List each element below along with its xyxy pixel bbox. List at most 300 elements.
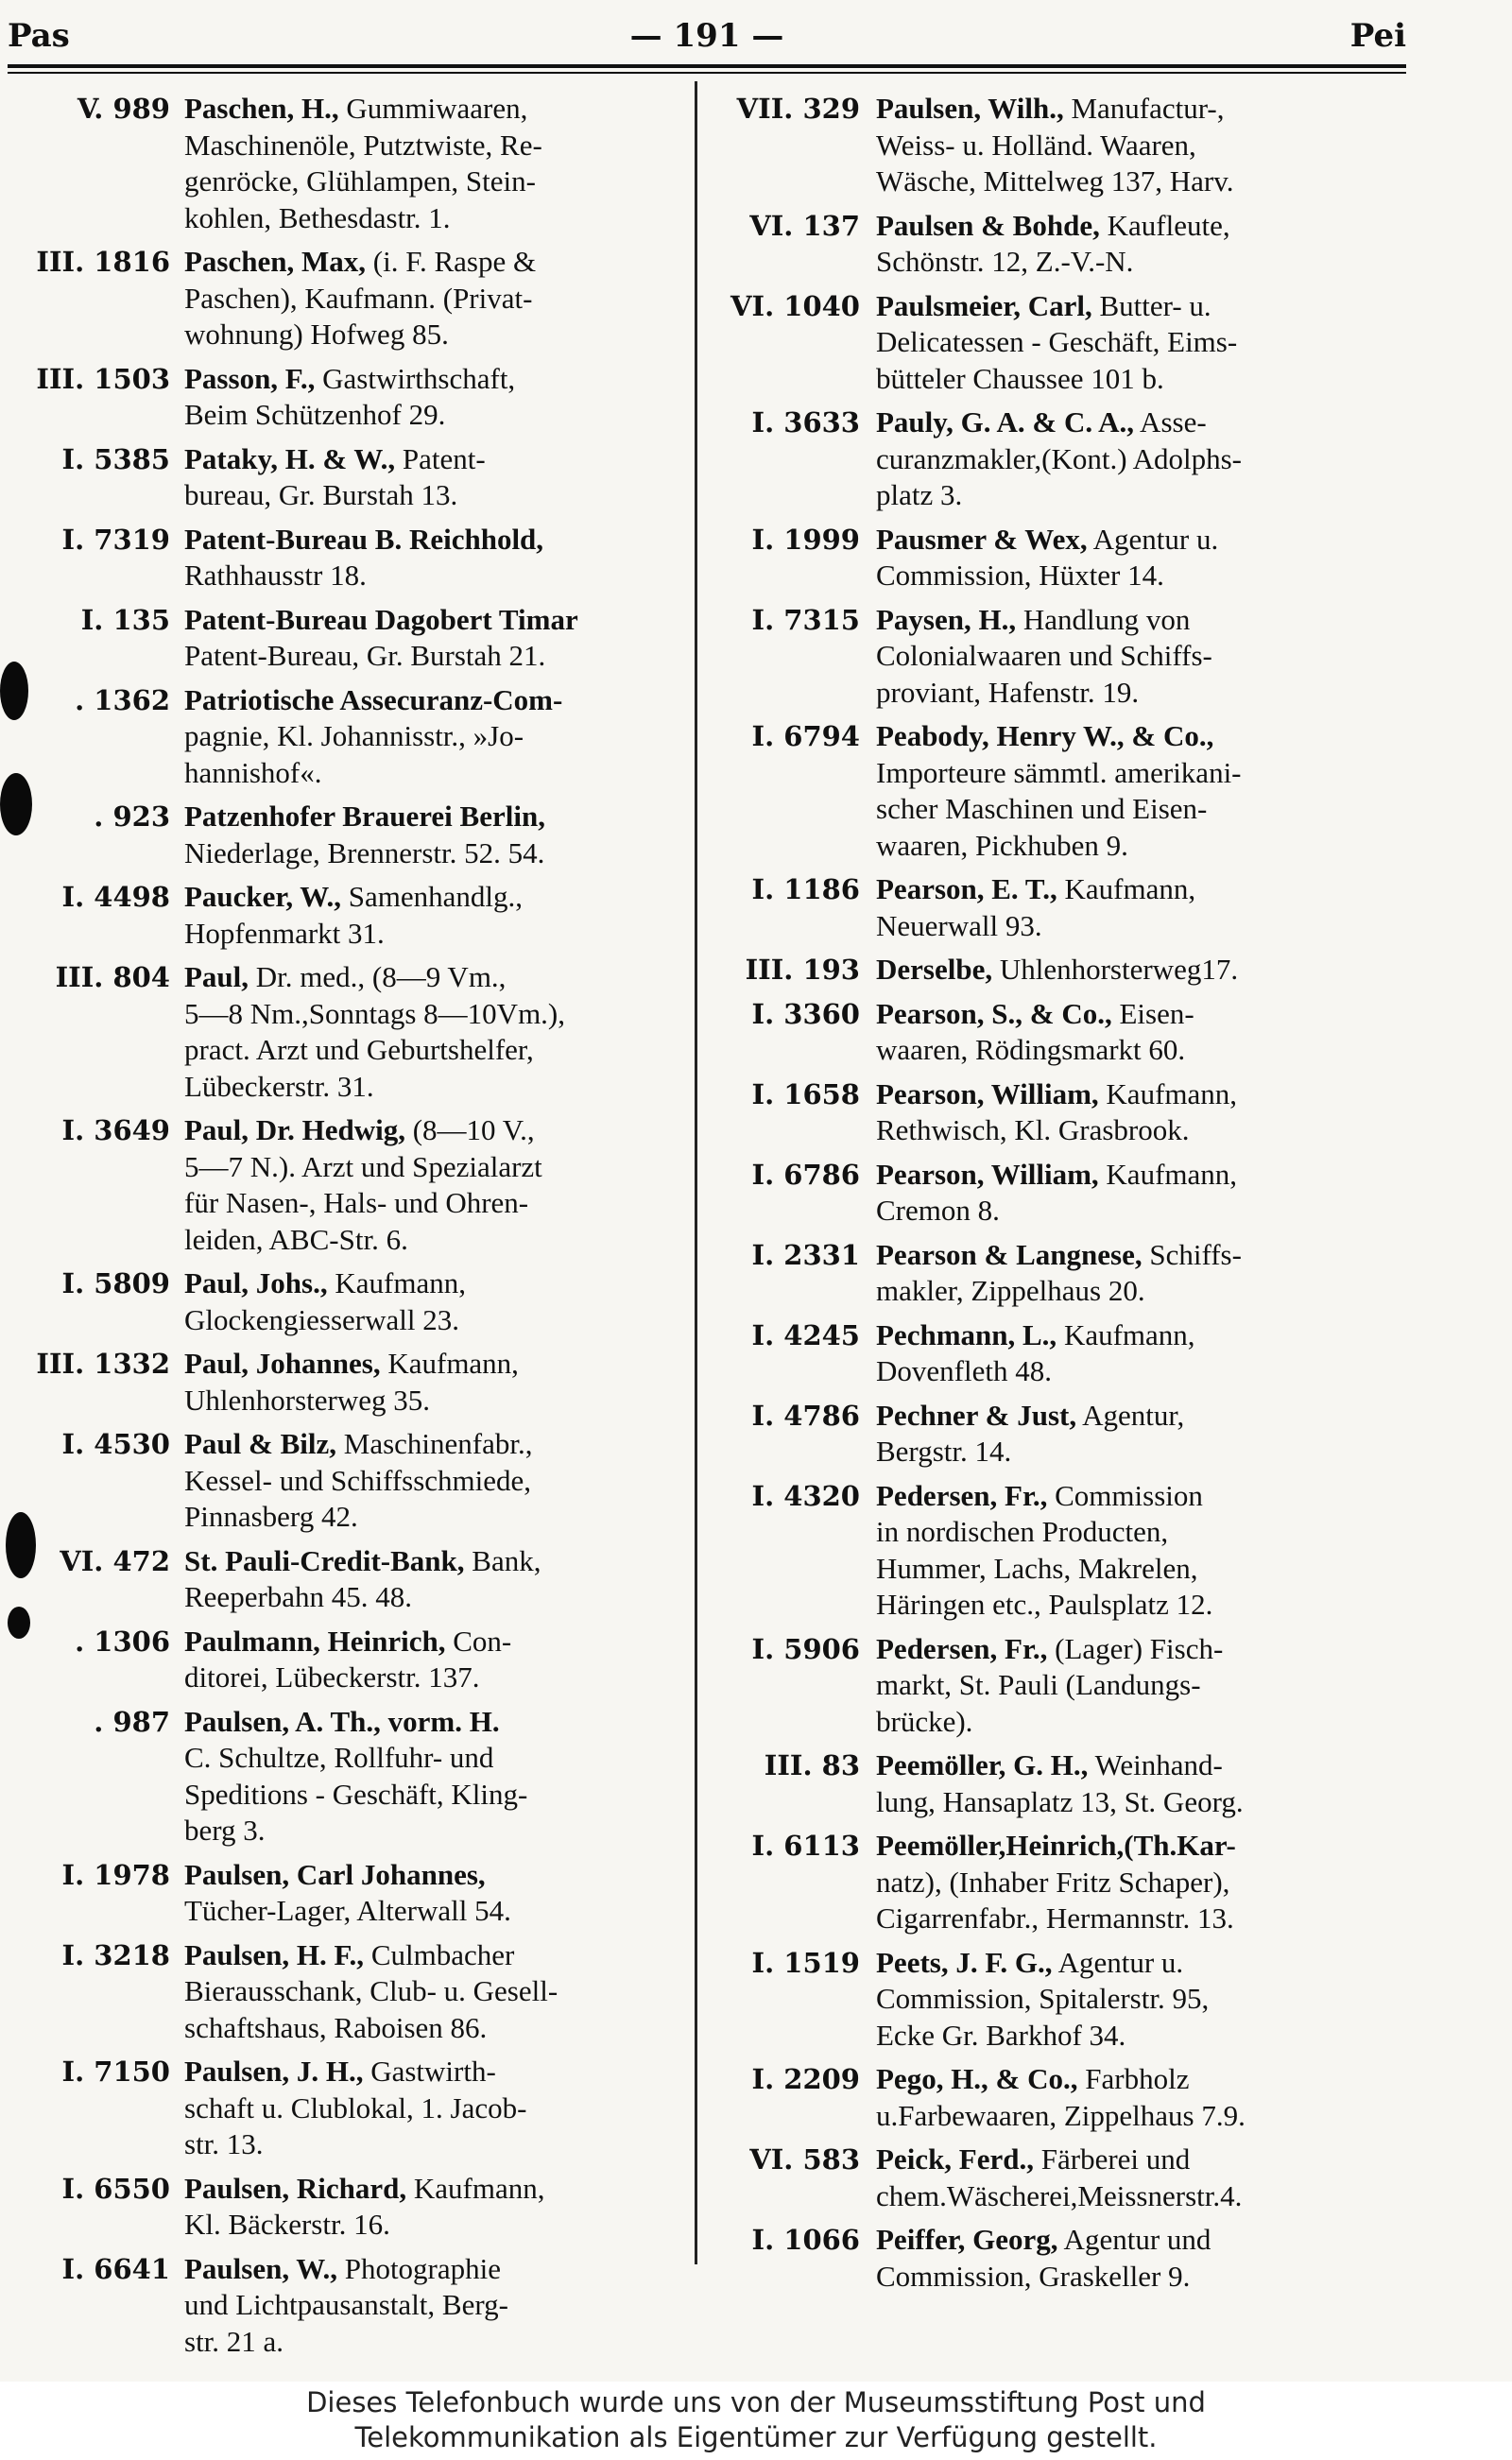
- entry-detail: schaftshaus, Raboisen 86.: [184, 2010, 488, 2044]
- entry-detail: markt, St. Pauli (Landungs-: [876, 1668, 1201, 1701]
- subscriber-name: Pauly, G. A. & C. A.,: [876, 405, 1135, 439]
- subscriber-name: Patzenhofer Brauerei Berlin,: [184, 800, 545, 833]
- directory-entry: [11, 682, 690, 792]
- entry-detail: str. 21 a.: [184, 2324, 284, 2358]
- directory-entry: [711, 952, 1405, 989]
- entry-text: [184, 1937, 690, 2047]
- phone-number: I. 1519: [751, 1946, 860, 1979]
- entry-text: [184, 1704, 690, 1849]
- subscriber-name: Pearson, William,: [876, 1076, 1099, 1110]
- entry-detail: in nordischen Producten,: [876, 1515, 1169, 1548]
- entry-text: [184, 682, 690, 792]
- footer-line-2: Telekommunikation als Eigentümer zur Verfügung gestellt.: [354, 2421, 1158, 2453]
- entry-text: [876, 718, 1405, 864]
- entry-detail: ditorei, Lübeckerstr. 137.: [184, 1660, 480, 1694]
- entry-detail: Kl. Bäckerstr. 16.: [184, 2208, 390, 2241]
- subscriber-name: Paysen, H.,: [876, 602, 1017, 636]
- entry-detail: Niederlage, Brennerstr. 52. 54.: [184, 835, 545, 869]
- entry-detail: Uhlenhorsterweg 35.: [184, 1383, 430, 1417]
- entry-detail: Uhlenhorsterweg17.: [992, 953, 1239, 986]
- header-rule: [8, 64, 1406, 68]
- phone-number: I. 6113: [751, 1830, 860, 1862]
- directory-entry: [11, 244, 690, 353]
- entry-text: [184, 1543, 690, 1616]
- entry-detail: pagnie, Kl. Johannisstr., »Jo-: [184, 719, 524, 752]
- subscriber-name: Paulmann, Heinrich,: [184, 1624, 446, 1658]
- entry-detail: Gastwirthschaft,: [315, 361, 516, 395]
- entry-detail: Schönstr. 12, Z.-V.-N.: [876, 245, 1134, 278]
- entry-detail: Cigarrenfabr., Hermannstr. 13.: [876, 1901, 1234, 1935]
- left-column: [11, 91, 690, 2367]
- directory-entry: [711, 1945, 1405, 2055]
- entry-detail: waaren, Pickhuben 9.: [876, 828, 1128, 862]
- entry-text: [876, 1237, 1405, 1310]
- subscriber-name: Peiffer, Georg,: [876, 2223, 1058, 2256]
- entry-detail: Pinnasberg 42.: [184, 1500, 358, 1533]
- directory-entry: [711, 404, 1405, 514]
- directory-entry: [711, 522, 1405, 594]
- entry-detail: für Nasen-, Hals- und Ohren-: [184, 1186, 529, 1219]
- subscriber-name: Pedersen, Fr.,: [876, 1478, 1048, 1512]
- subscriber-name: Pechner & Just,: [876, 1398, 1077, 1432]
- subscriber-name: Paschen, Max,: [184, 245, 367, 278]
- entry-detail: makler, Zippelhaus 20.: [876, 1274, 1145, 1307]
- directory-entry: [11, 1543, 690, 1616]
- directory-entry: [711, 1631, 1405, 1741]
- entry-detail: proviant, Hafenstr. 19.: [876, 675, 1140, 709]
- phone-number: I. 4498: [61, 881, 170, 913]
- entry-detail: curanzmakler,(Kont.) Adolphs-: [876, 441, 1243, 475]
- phone-number: I. 6641: [61, 2252, 170, 2285]
- entry-text: [184, 244, 690, 353]
- subscriber-name: Paschen, H.,: [184, 92, 339, 125]
- entry-text: [876, 996, 1405, 1069]
- subscriber-name: Pearson, E. T.,: [876, 872, 1057, 905]
- entry-detail: Glockengiesserwall 23.: [184, 1302, 459, 1336]
- entry-detail: C. Schultze, Rollfuhr- und: [184, 1741, 494, 1774]
- entry-text: [184, 441, 690, 514]
- entry-detail: Handlung von: [1016, 602, 1191, 636]
- subscriber-name: Paulsmeier, Carl,: [876, 288, 1092, 322]
- directory-entry: [711, 1398, 1405, 1471]
- entry-text: [184, 1857, 690, 1930]
- entry-detail: u.Farbewaaren, Zippelhaus 7.9.: [876, 2098, 1246, 2132]
- subscriber-name: Patent-Bureau Dagobert Timar: [184, 602, 578, 636]
- entry-text: [876, 1478, 1405, 1624]
- phone-number: . 1362: [75, 683, 170, 716]
- entry-detail: Butter- u.: [1091, 288, 1211, 322]
- phone-number: I. 2209: [751, 2063, 860, 2095]
- punch-hole-mark: [8, 1607, 30, 1639]
- directory-entry: [711, 1237, 1405, 1310]
- entry-detail: chem.Wäscherei,Meissnerstr.4.: [876, 2178, 1243, 2212]
- phone-number: I. 7315: [751, 603, 860, 636]
- entry-text: [876, 522, 1405, 594]
- phone-number: I. 4320: [751, 1479, 860, 1512]
- entry-text: [876, 208, 1405, 281]
- entry-text: [184, 522, 690, 594]
- subscriber-name: Paul, Dr. Hedwig,: [184, 1113, 405, 1146]
- entry-text: [876, 602, 1405, 712]
- subscriber-name: Paulsen, H. F.,: [184, 1937, 365, 1971]
- phone-number: III. 1332: [36, 1348, 170, 1380]
- entry-detail: Patent-: [395, 441, 486, 475]
- entry-detail: Wäsche, Mittelweg 137, Harv.: [876, 164, 1234, 198]
- phone-number: III. 804: [55, 961, 170, 993]
- subscriber-name: Paulsen, Carl Johannes,: [184, 1857, 486, 1891]
- directory-entry: [711, 288, 1405, 398]
- footer-line-1: Dieses Telefonbuch wurde uns von der Museumsstiftung Post und: [306, 2386, 1206, 2418]
- phone-number: I. 3360: [751, 997, 860, 1030]
- phone-number: VII. 329: [736, 93, 860, 125]
- directory-entry: [711, 1076, 1405, 1149]
- entry-detail: Lübeckerstr. 31.: [184, 1069, 374, 1103]
- directory-entry: [11, 1624, 690, 1696]
- directory-entry: [11, 1265, 690, 1338]
- directory-entry: [11, 441, 690, 514]
- subscriber-name: Derselbe,: [876, 953, 993, 986]
- subscriber-name: Peets, J. F. G.,: [876, 1945, 1053, 1979]
- subscriber-name: Paul, Johannes,: [184, 1347, 381, 1380]
- phone-number: VI. 472: [60, 1544, 170, 1577]
- directory-entry: [711, 871, 1405, 944]
- entry-text: [184, 2171, 690, 2244]
- header-right-keyword: Pei: [1349, 17, 1406, 55]
- phone-number: III. 1503: [36, 362, 170, 395]
- entry-detail: genröcke, Glühlampen, Stein-: [184, 164, 536, 198]
- entry-detail: Farbholz: [1077, 2062, 1190, 2095]
- subscriber-name: Pearson & Langnese,: [876, 1237, 1143, 1271]
- entry-text: [876, 1945, 1405, 2055]
- entry-detail: Rathhausstr 18.: [184, 559, 367, 592]
- directory-entry: [711, 91, 1405, 200]
- phone-number: VI. 137: [749, 209, 860, 242]
- phone-number: I. 3218: [61, 1938, 170, 1971]
- subscriber-name: Pearson, S., & Co.,: [876, 996, 1112, 1030]
- entry-detail: brücke).: [876, 1704, 973, 1738]
- entry-detail: Bierausschank, Club- u. Gesell-: [184, 1974, 558, 2007]
- directory-entry: [11, 879, 690, 952]
- entry-detail: Weiss- u. Holländ. Waaren,: [876, 128, 1196, 162]
- entry-detail: Speditions - Geschäft, Kling-: [184, 1777, 528, 1811]
- subscriber-name: Peemöller, G. H.,: [876, 1748, 1089, 1781]
- entry-detail: Cremon 8.: [876, 1194, 1000, 1227]
- entry-detail: natz), (Inhaber Fritz Schaper),: [876, 1865, 1230, 1899]
- directory-entry: [11, 799, 690, 871]
- directory-entry: [11, 522, 690, 594]
- entry-text: [876, 1631, 1405, 1741]
- entry-text: [184, 1624, 690, 1696]
- entry-detail: Häringen etc., Paulsplatz 12.: [876, 1588, 1213, 1621]
- subscriber-name: Paul,: [184, 960, 249, 993]
- subscriber-name: Paucker, W.,: [184, 880, 341, 913]
- directory-entry: [711, 602, 1405, 712]
- phone-number: I. 1066: [751, 2224, 860, 2256]
- subscriber-name: Peabody, Henry W., & Co.,: [876, 719, 1214, 752]
- entry-text: [876, 1828, 1405, 1937]
- phone-number: I. 135: [80, 603, 170, 636]
- entry-text: [876, 2222, 1405, 2295]
- phone-number: I. 6786: [751, 1158, 860, 1191]
- entry-detail: Commission, Graskeller 9.: [876, 2259, 1191, 2293]
- entry-detail: Gummiwaaren,: [338, 92, 528, 125]
- subscriber-name: Pedersen, Fr.,: [876, 1631, 1048, 1665]
- directory-entry: [711, 1478, 1405, 1624]
- entry-detail: Hopfenmarkt 31.: [184, 916, 385, 950]
- entry-detail: hannishof«.: [184, 755, 322, 789]
- entry-text: [184, 1265, 690, 1338]
- entry-detail: (i. F. Raspe &: [366, 245, 537, 278]
- phone-number: III. 83: [764, 1749, 860, 1781]
- directory-entry: [11, 1857, 690, 1930]
- phone-number: I. 7150: [61, 2056, 170, 2088]
- entry-detail: Bank,: [464, 1543, 541, 1577]
- directory-entry: [11, 2171, 690, 2244]
- subscriber-name: Pausmer & Wex,: [876, 522, 1088, 556]
- punch-hole-mark: [0, 662, 28, 720]
- entry-text: [184, 602, 690, 675]
- subscriber-name: Patriotische Assecuranz-Com-: [184, 682, 563, 716]
- entry-text: [876, 91, 1405, 200]
- phone-number: I. 3649: [61, 1114, 170, 1146]
- directory-entry: [711, 1747, 1405, 1820]
- phone-number: III. 193: [745, 954, 860, 986]
- directory-entry: [11, 2054, 690, 2163]
- entry-detail: Commission, Spitalerstr. 95,: [876, 1982, 1210, 2015]
- entry-detail: Gastwirth-: [363, 2055, 496, 2088]
- directory-entry: [711, 208, 1405, 281]
- entry-text: [184, 361, 690, 434]
- entry-detail: waaren, Rödingsmarkt 60.: [876, 1033, 1186, 1066]
- phone-number: V. 989: [77, 93, 170, 125]
- punch-hole-mark: [6, 1512, 36, 1578]
- entry-text: [876, 1157, 1405, 1230]
- entry-text: [184, 799, 690, 871]
- entry-detail: Kaufleute,: [1099, 208, 1230, 242]
- entry-detail: Agentur und: [1057, 2223, 1211, 2256]
- entry-detail: Kessel- und Schiffsschmiede,: [184, 1463, 532, 1497]
- entry-text: [876, 1747, 1405, 1820]
- phone-number: I. 2331: [751, 1238, 860, 1271]
- entry-detail: Culmbacher: [364, 1937, 515, 1971]
- phone-number: I. 7319: [61, 523, 170, 556]
- punch-hole-mark: [0, 773, 32, 835]
- phone-number: I. 4786: [751, 1399, 860, 1432]
- entry-detail: berg 3.: [184, 1814, 266, 1847]
- entry-detail: Maschinenöle, Putztwiste, Re-: [184, 128, 542, 162]
- directory-entry: [11, 1937, 690, 2047]
- directory-entry: [11, 91, 690, 236]
- entry-detail: Agentur u.: [1052, 1945, 1184, 1979]
- phone-number: I. 1658: [751, 1077, 860, 1110]
- phone-number: I. 4530: [61, 1428, 170, 1460]
- entry-detail: Tücher-Lager, Alterwall 54.: [184, 1894, 511, 1927]
- entry-text: [184, 2054, 690, 2163]
- entry-text: [876, 1076, 1405, 1149]
- column-divider: [695, 81, 697, 2264]
- entry-text: [876, 1398, 1405, 1471]
- subscriber-name: Pearson, William,: [876, 1157, 1099, 1191]
- directory-entry: [711, 718, 1405, 864]
- entry-detail: Kaufmann,: [406, 2171, 545, 2205]
- phone-number: I. 6794: [751, 720, 860, 752]
- entry-detail: str. 13.: [184, 2127, 264, 2160]
- phone-number: I. 3633: [751, 406, 860, 439]
- entry-detail: Kaufmann,: [327, 1266, 466, 1299]
- subscriber-name: Paul & Bilz,: [184, 1427, 337, 1460]
- directory-entry: [11, 602, 690, 675]
- entry-detail: Eisen-: [1111, 996, 1194, 1030]
- subscriber-name: Passon, F.,: [184, 361, 316, 395]
- entry-detail: bütteler Chaussee 101 b.: [876, 361, 1164, 395]
- phone-number: I. 5385: [61, 442, 170, 475]
- directory-entry: [711, 1317, 1405, 1390]
- subscriber-name: Paulsen, Richard,: [184, 2171, 407, 2205]
- directory-entry: [711, 2142, 1405, 2214]
- entry-text: [184, 91, 690, 236]
- directory-entry: [711, 2222, 1405, 2295]
- entry-text: [876, 288, 1405, 398]
- footer-notice: [0, 2382, 1512, 2460]
- phone-number: VI. 1040: [730, 289, 860, 322]
- right-column: [711, 91, 1405, 2302]
- phone-number: I. 5809: [61, 1267, 170, 1299]
- entry-detail: Photographie: [336, 2251, 502, 2285]
- header-rule-thin: [8, 72, 1406, 74]
- entry-detail: Importeure sämmtl. amerikani-: [876, 755, 1242, 789]
- entry-text: [184, 879, 690, 952]
- directory-entry: [11, 1426, 690, 1536]
- entry-text: [876, 952, 1405, 989]
- entry-detail: Weinhand-: [1088, 1748, 1223, 1781]
- directory-entry: [711, 1157, 1405, 1230]
- entry-detail: Färberei und: [1034, 2142, 1191, 2176]
- directory-entry: [11, 959, 690, 1105]
- entry-detail: Manufactur-,: [1063, 92, 1225, 125]
- page-header: [8, 15, 1406, 72]
- directory-entry: [11, 361, 690, 434]
- phone-number: III. 1816: [36, 246, 170, 278]
- entry-detail: Hummer, Lachs, Makrelen,: [876, 1551, 1198, 1585]
- subscriber-name: Paulsen & Bohde,: [876, 208, 1100, 242]
- subscriber-name: Pataky, H. & W.,: [184, 441, 396, 475]
- phone-number: I. 5906: [751, 1632, 860, 1665]
- entry-detail: schaft u. Clublokal, 1. Jacob-: [184, 2090, 527, 2125]
- entry-detail: 5—8 Nm.,Sonntags 8—10Vm.),: [184, 996, 565, 1030]
- entry-detail: Dovenfleth 48.: [876, 1354, 1052, 1387]
- entry-detail: leiden, ABC-Str. 6.: [184, 1222, 408, 1256]
- entry-detail: Agentur u.: [1087, 522, 1219, 556]
- entry-detail: Kaufmann,: [1098, 1157, 1238, 1191]
- directory-entry: [711, 1828, 1405, 1937]
- subscriber-name: Patent-Bureau B. Reichhold,: [184, 522, 544, 556]
- entry-text: [876, 404, 1405, 514]
- entry-detail: wohnung) Hofweg 85.: [184, 318, 449, 351]
- subscriber-name: Pechmann, L.,: [876, 1317, 1057, 1351]
- entry-text: [876, 871, 1405, 944]
- directory-entry: [711, 2061, 1405, 2134]
- entry-detail: kohlen, Bethesdastr. 1.: [184, 200, 451, 234]
- entry-detail: scher Maschinen und Eisen-: [876, 792, 1208, 825]
- entry-text: [876, 2142, 1405, 2214]
- subscriber-name: Paulsen, J. H.,: [184, 2055, 364, 2088]
- entry-text: [184, 959, 690, 1105]
- entry-detail: Maschinenfabr.,: [336, 1427, 533, 1460]
- entry-detail: platz 3.: [876, 478, 963, 511]
- directory-entry: [711, 996, 1405, 1069]
- entry-detail: Beim Schützenhof 29.: [184, 398, 446, 431]
- entry-detail: Bergstr. 14.: [876, 1435, 1012, 1468]
- entry-detail: Agentur,: [1076, 1398, 1185, 1432]
- entry-detail: Asse-: [1134, 405, 1207, 439]
- phone-number: . 923: [94, 800, 170, 833]
- entry-detail: Reeperbahn 45. 48.: [184, 1580, 413, 1613]
- entry-detail: lung, Hansaplatz 13, St. Georg.: [876, 1784, 1244, 1818]
- subscriber-name: Pego, H., & Co.,: [876, 2062, 1078, 2095]
- entry-detail: Kaufmann,: [1098, 1076, 1238, 1110]
- subscriber-name: Paulsen, Wilh.,: [876, 92, 1064, 125]
- subscriber-name: Peemöller,Heinrich,(Th.Kar-: [876, 1829, 1236, 1862]
- phone-number: . 1306: [75, 1625, 170, 1658]
- entry-text: [184, 1346, 690, 1419]
- phone-number: I. 1186: [751, 873, 860, 905]
- header-left-keyword: Pas: [8, 17, 70, 55]
- entry-detail: Delicatessen - Geschäft, Eims-: [876, 325, 1238, 358]
- entry-detail: pract. Arzt und Geburtshelfer,: [184, 1033, 534, 1066]
- phone-number: VI. 583: [749, 2143, 860, 2176]
- entry-detail: Dr. med., (8—9 Vm.,: [249, 960, 507, 993]
- entry-text: [876, 1317, 1405, 1390]
- subscriber-name: St. Pauli-Credit-Bank,: [184, 1543, 465, 1577]
- entry-text: [184, 1112, 690, 1258]
- subscriber-name: Paulsen, A. Th., vorm. H.: [184, 1704, 500, 1738]
- phone-number: I. 6550: [61, 2172, 170, 2205]
- entry-detail: Kaufmann,: [1057, 872, 1196, 905]
- entry-detail: Paschen), Kaufmann. (Privat-: [184, 281, 533, 315]
- entry-detail: 5—7 N.). Arzt und Spezialarzt: [184, 1149, 542, 1183]
- entry-detail: Patent-Bureau, Gr. Burstah 21.: [184, 639, 546, 672]
- entry-detail: Kaufmann,: [380, 1347, 519, 1380]
- phone-number: . 987: [94, 1705, 170, 1738]
- phone-number: I. 4245: [751, 1318, 860, 1351]
- phone-number: I. 1978: [61, 1858, 170, 1891]
- entry-detail: Con-: [445, 1624, 512, 1658]
- subscriber-name: Peick, Ferd.,: [876, 2142, 1035, 2176]
- entry-detail: Neuerwall 93.: [876, 908, 1042, 942]
- entry-detail: Commission: [1047, 1478, 1203, 1512]
- entry-detail: Samenhandlg.,: [340, 880, 523, 913]
- entry-detail: Ecke Gr. Barkhof 34.: [876, 2018, 1126, 2052]
- entry-detail: Schiffs-: [1142, 1237, 1242, 1271]
- entry-text: [184, 2251, 690, 2361]
- entry-detail: (Lager) Fisch-: [1047, 1631, 1224, 1665]
- subscriber-name: Paul, Johs.,: [184, 1266, 328, 1299]
- page-number: — 191 —: [629, 17, 784, 55]
- entry-detail: Kaufmann,: [1057, 1317, 1195, 1351]
- directory-entry: [11, 1112, 690, 1258]
- entry-detail: Commission, Hüxter 14.: [876, 559, 1164, 592]
- directory-entry: [11, 1346, 690, 1419]
- entry-detail: bureau, Gr. Burstah 13.: [184, 478, 458, 511]
- directory-entry: [11, 1704, 690, 1849]
- subscriber-name: Paulsen, W.,: [184, 2251, 337, 2285]
- entry-detail: Rethwisch, Kl. Grasbrook.: [876, 1113, 1190, 1146]
- directory-entry: [11, 2251, 690, 2361]
- entry-detail: Colonialwaaren und Schiffs-: [876, 639, 1212, 672]
- entry-detail: (8—10 V.,: [404, 1113, 535, 1146]
- entry-detail: und Lichtpausanstalt, Berg-: [184, 2288, 508, 2321]
- phone-number: I. 1999: [751, 523, 860, 556]
